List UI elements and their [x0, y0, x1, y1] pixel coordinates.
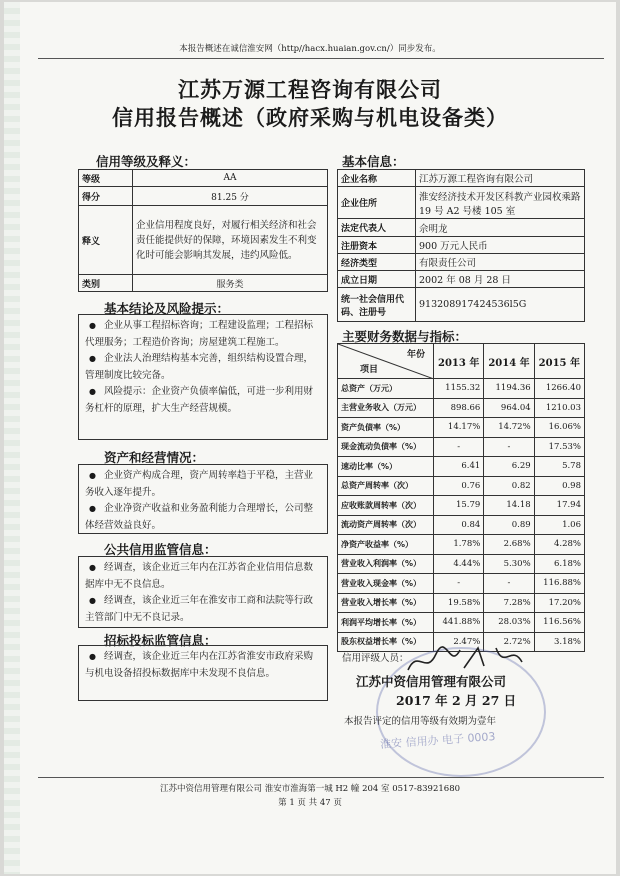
finance-cell: 15.79 — [434, 496, 484, 516]
basic-row-type — [338, 254, 585, 271]
assets-item: ● 企业资产构成合理，资产周转率趋于平稳，主营业务收入逐年提升。 — [85, 468, 321, 501]
finance-corner-year: 年份 — [406, 350, 425, 360]
finance-row — [338, 515, 585, 535]
finance-cell: 1155.32 — [434, 379, 484, 399]
finance-cell: 2.47% — [434, 632, 484, 652]
assets-box — [78, 464, 328, 534]
basic-row-name — [338, 170, 585, 187]
seal-text: 淮安 信用办 电子 0003 — [379, 729, 496, 752]
credit-score-value: 81.25 分 — [133, 187, 328, 206]
finance-cell: 116.88% — [534, 574, 584, 594]
finance-cell: 441.88% — [434, 613, 484, 633]
credit-grade-value: AA — [133, 170, 328, 187]
finance-cell: 1194.36 — [484, 379, 534, 399]
basic-capital-label: 注册资本 — [338, 237, 416, 254]
publish-note: 本报告概述在诚信淮安网（http//hacx.huaian.gov.cn/）同步发布。 — [179, 44, 441, 54]
finance-cell: 6.18% — [534, 554, 584, 574]
credit-row-score — [79, 187, 328, 206]
finance-cell: - — [434, 437, 484, 457]
finance-cell: 14.17% — [434, 418, 484, 438]
conclusion-heading: 基本结论及风险提示： — [104, 301, 230, 316]
conclusion-item: ● 企业从事工程招标咨询；工程建设监理；工程招标代理服务；工程造价咨询；房屋建筑工程施工。 — [85, 318, 321, 351]
finance-cell: 898.66 — [434, 398, 484, 418]
finance-corner-item: 项目 — [360, 365, 379, 375]
credit-category-label: 类别 — [79, 275, 133, 292]
finance-cell: 5.30% — [484, 554, 534, 574]
credit-meaning-value: 企业信用程度良好，对履行相关经济和社会责任能提供好的保障，环境因素发生不利变化时可能会影响其发展，违约风险低。 — [133, 206, 328, 275]
finance-row-label: 营业收入利润率（%） — [338, 554, 434, 574]
conclusion-item: ● 企业法人治理结构基本完善，组织结构设置合理，管理制度比较完备。 — [85, 351, 321, 384]
issue-date: 2017 年 2 月 27 日 — [396, 693, 517, 708]
finance-cell: 6.29 — [484, 457, 534, 477]
finance-cell: 3.18% — [534, 632, 584, 652]
basic-row-address — [338, 187, 585, 219]
basic-legal-value: 佘明龙 — [416, 219, 585, 237]
finance-row-label: 股东权益增长率（%） — [338, 632, 434, 652]
finance-row-label: 主营业务收入（万元） — [338, 398, 434, 418]
finance-cell: 14.18 — [484, 496, 534, 516]
finance-cell: 964.04 — [484, 398, 534, 418]
finance-cell: 16.06% — [534, 418, 584, 438]
finance-row-label: 资产负债率（%） — [338, 418, 434, 438]
finance-cell: 28.03% — [484, 613, 534, 633]
credit-row-grade — [79, 170, 328, 187]
finance-row-label: 净资产收益率（%） — [338, 535, 434, 555]
finance-cell: - — [484, 574, 534, 594]
finance-cell: 0.84 — [434, 515, 484, 535]
basic-type-value: 有限责任公司 — [416, 254, 585, 271]
finance-body — [338, 379, 585, 652]
finance-cell: 1.78% — [434, 535, 484, 555]
basic-row-code — [338, 288, 585, 322]
public-credit-item: ● 经调查，该企业近三年在淮安市工商和法院等行政主管部门中无不良记录。 — [85, 593, 321, 626]
credit-heading: 信用等级及释义： — [96, 154, 197, 169]
finance-row-label: 营业收入现金率（%） — [338, 574, 434, 594]
basic-founded-label: 成立日期 — [338, 271, 416, 288]
credit-grade-label: 等级 — [79, 170, 133, 187]
credit-table — [78, 169, 328, 292]
finance-cell: 0.76 — [434, 476, 484, 496]
assets-item: ● 企业净资产收益和业务盈利能力合理增长，公司整体经营效益良好。 — [85, 501, 321, 534]
conclusion-item: ● 风险提示：企业资产负债率偏低，可进一步利用财务杠杆的原理，扩大生产经营规模。 — [85, 384, 321, 417]
finance-cell: 17.53% — [534, 437, 584, 457]
credit-category-value: 服务类 — [133, 275, 328, 292]
finance-cell: 2.72% — [484, 632, 534, 652]
finance-row — [338, 496, 585, 516]
finance-cell: 116.56% — [534, 613, 584, 633]
finance-cell: 0.98 — [534, 476, 584, 496]
public-credit-heading: 公共信用监管信息： — [104, 542, 217, 557]
issuer-company: 江苏中资信用管理有限公司 — [356, 674, 507, 689]
finance-row — [338, 554, 585, 574]
finance-heading: 主要财务数据与指标： — [342, 329, 468, 344]
basic-code-label: 统一社会信用代码、注册号 — [338, 288, 416, 322]
finance-cell: 1266.40 — [534, 379, 584, 399]
basic-type-label: 经济类型 — [338, 254, 416, 271]
basic-address-value: 淮安经济技术开发区科教产业园枚乘路 19 号 A2 号楼 105 室 — [416, 187, 585, 219]
finance-row — [338, 457, 585, 477]
basic-capital-value: 900 万元人民币 — [416, 237, 585, 254]
finance-year-header: 2014 年 — [484, 344, 534, 379]
finance-cell: - — [434, 574, 484, 594]
bidding-box — [78, 645, 328, 701]
footer-contact: 江苏中资信用管理有限公司 淮安市淮海第一城 H2 幢 204 室 0517-83921680 — [159, 784, 461, 794]
finance-row — [338, 613, 585, 633]
finance-row — [338, 437, 585, 457]
basic-row-capital — [338, 237, 585, 254]
basic-row-legal — [338, 219, 585, 237]
finance-cell: 0.89 — [484, 515, 534, 535]
basic-address-label: 企业住所 — [338, 187, 416, 219]
evaluator-label: 信用评级人员： — [342, 653, 409, 664]
basic-founded-value: 2002 年 08 月 28 日 — [416, 271, 585, 288]
bidding-heading: 招标投标监管信息： — [104, 633, 217, 648]
basic-name-value: 江苏万源工程咨询有限公司 — [416, 170, 585, 187]
finance-cell: 2.68% — [484, 535, 534, 555]
assets-heading: 资产和经营情况： — [104, 450, 205, 465]
finance-year-header: 2013 年 — [434, 344, 484, 379]
finance-cell: 1210.03 — [534, 398, 584, 418]
footer-divider — [38, 777, 604, 778]
credit-score-label: 得分 — [79, 187, 133, 206]
page-number: 第 1 页 共 47 页 — [278, 798, 342, 808]
finance-row — [338, 476, 585, 496]
finance-cell: 14.72% — [484, 418, 534, 438]
finance-cell: 4.44% — [434, 554, 484, 574]
finance-header-row — [338, 344, 585, 379]
finance-cell: 7.28% — [484, 593, 534, 613]
basic-row-founded — [338, 271, 585, 288]
finance-row-label: 应收账款周转率（次） — [338, 496, 434, 516]
finance-row — [338, 398, 585, 418]
finance-row-label: 速动比率（%） — [338, 457, 434, 477]
finance-row-label: 总资产（万元） — [338, 379, 434, 399]
finance-row — [338, 535, 585, 555]
report-title-company: 江苏万源工程咨询有限公司 — [178, 77, 442, 102]
credit-row-category — [79, 275, 328, 292]
basic-legal-label: 法定代表人 — [338, 219, 416, 237]
basic-name-label: 企业名称 — [338, 170, 416, 187]
finance-cell: 5.78 — [534, 457, 584, 477]
finance-row-label: 利润平均增长率（%） — [338, 613, 434, 633]
binding-strip — [4, 2, 20, 874]
bidding-item: ● 经调查，该企业近三年内在江苏省淮安市政府采购与机电设备招投标数据库中未发现不良信息。 — [85, 649, 321, 682]
basic-code-value: 913208917424536l5G — [416, 288, 585, 322]
finance-cell: 6.41 — [434, 457, 484, 477]
finance-cell: 4.28% — [534, 535, 584, 555]
credit-meaning-label: 释义 — [79, 206, 133, 275]
finance-year-header: 2015 年 — [534, 344, 584, 379]
public-credit-box — [78, 556, 328, 628]
conclusion-box — [78, 314, 328, 440]
basic-heading: 基本信息： — [342, 154, 405, 169]
finance-cell: 19.58% — [434, 593, 484, 613]
report-title-type: 信用报告概述（政府采购与机电设备类） — [112, 105, 508, 130]
finance-row — [338, 574, 585, 594]
public-credit-item: ● 经调查，该企业近三年内在江苏省企业信用信息数据库中无不良信息。 — [85, 560, 321, 593]
finance-cell: 17.94 — [534, 496, 584, 516]
finance-row-label: 现金流动负债率（%） — [338, 437, 434, 457]
credit-row-meaning — [79, 206, 328, 275]
header-divider — [38, 58, 604, 59]
finance-cell: 0.82 — [484, 476, 534, 496]
finance-row-label: 总资产周转率（次） — [338, 476, 434, 496]
finance-row-label: 营业收入增长率（%） — [338, 593, 434, 613]
validity-note: 本报告评定的信用等级有效期为壹年 — [344, 716, 497, 727]
finance-cell: 17.20% — [534, 593, 584, 613]
finance-row — [338, 593, 585, 613]
finance-cell: - — [484, 437, 534, 457]
finance-cell: 1.06 — [534, 515, 584, 535]
basic-info-table — [337, 169, 585, 322]
finance-row — [338, 379, 585, 399]
finance-row-label: 流动资产周转率（次） — [338, 515, 434, 535]
finance-corner-cell — [338, 344, 434, 379]
report-page — [4, 2, 616, 874]
finance-table — [337, 343, 585, 652]
finance-row — [338, 418, 585, 438]
